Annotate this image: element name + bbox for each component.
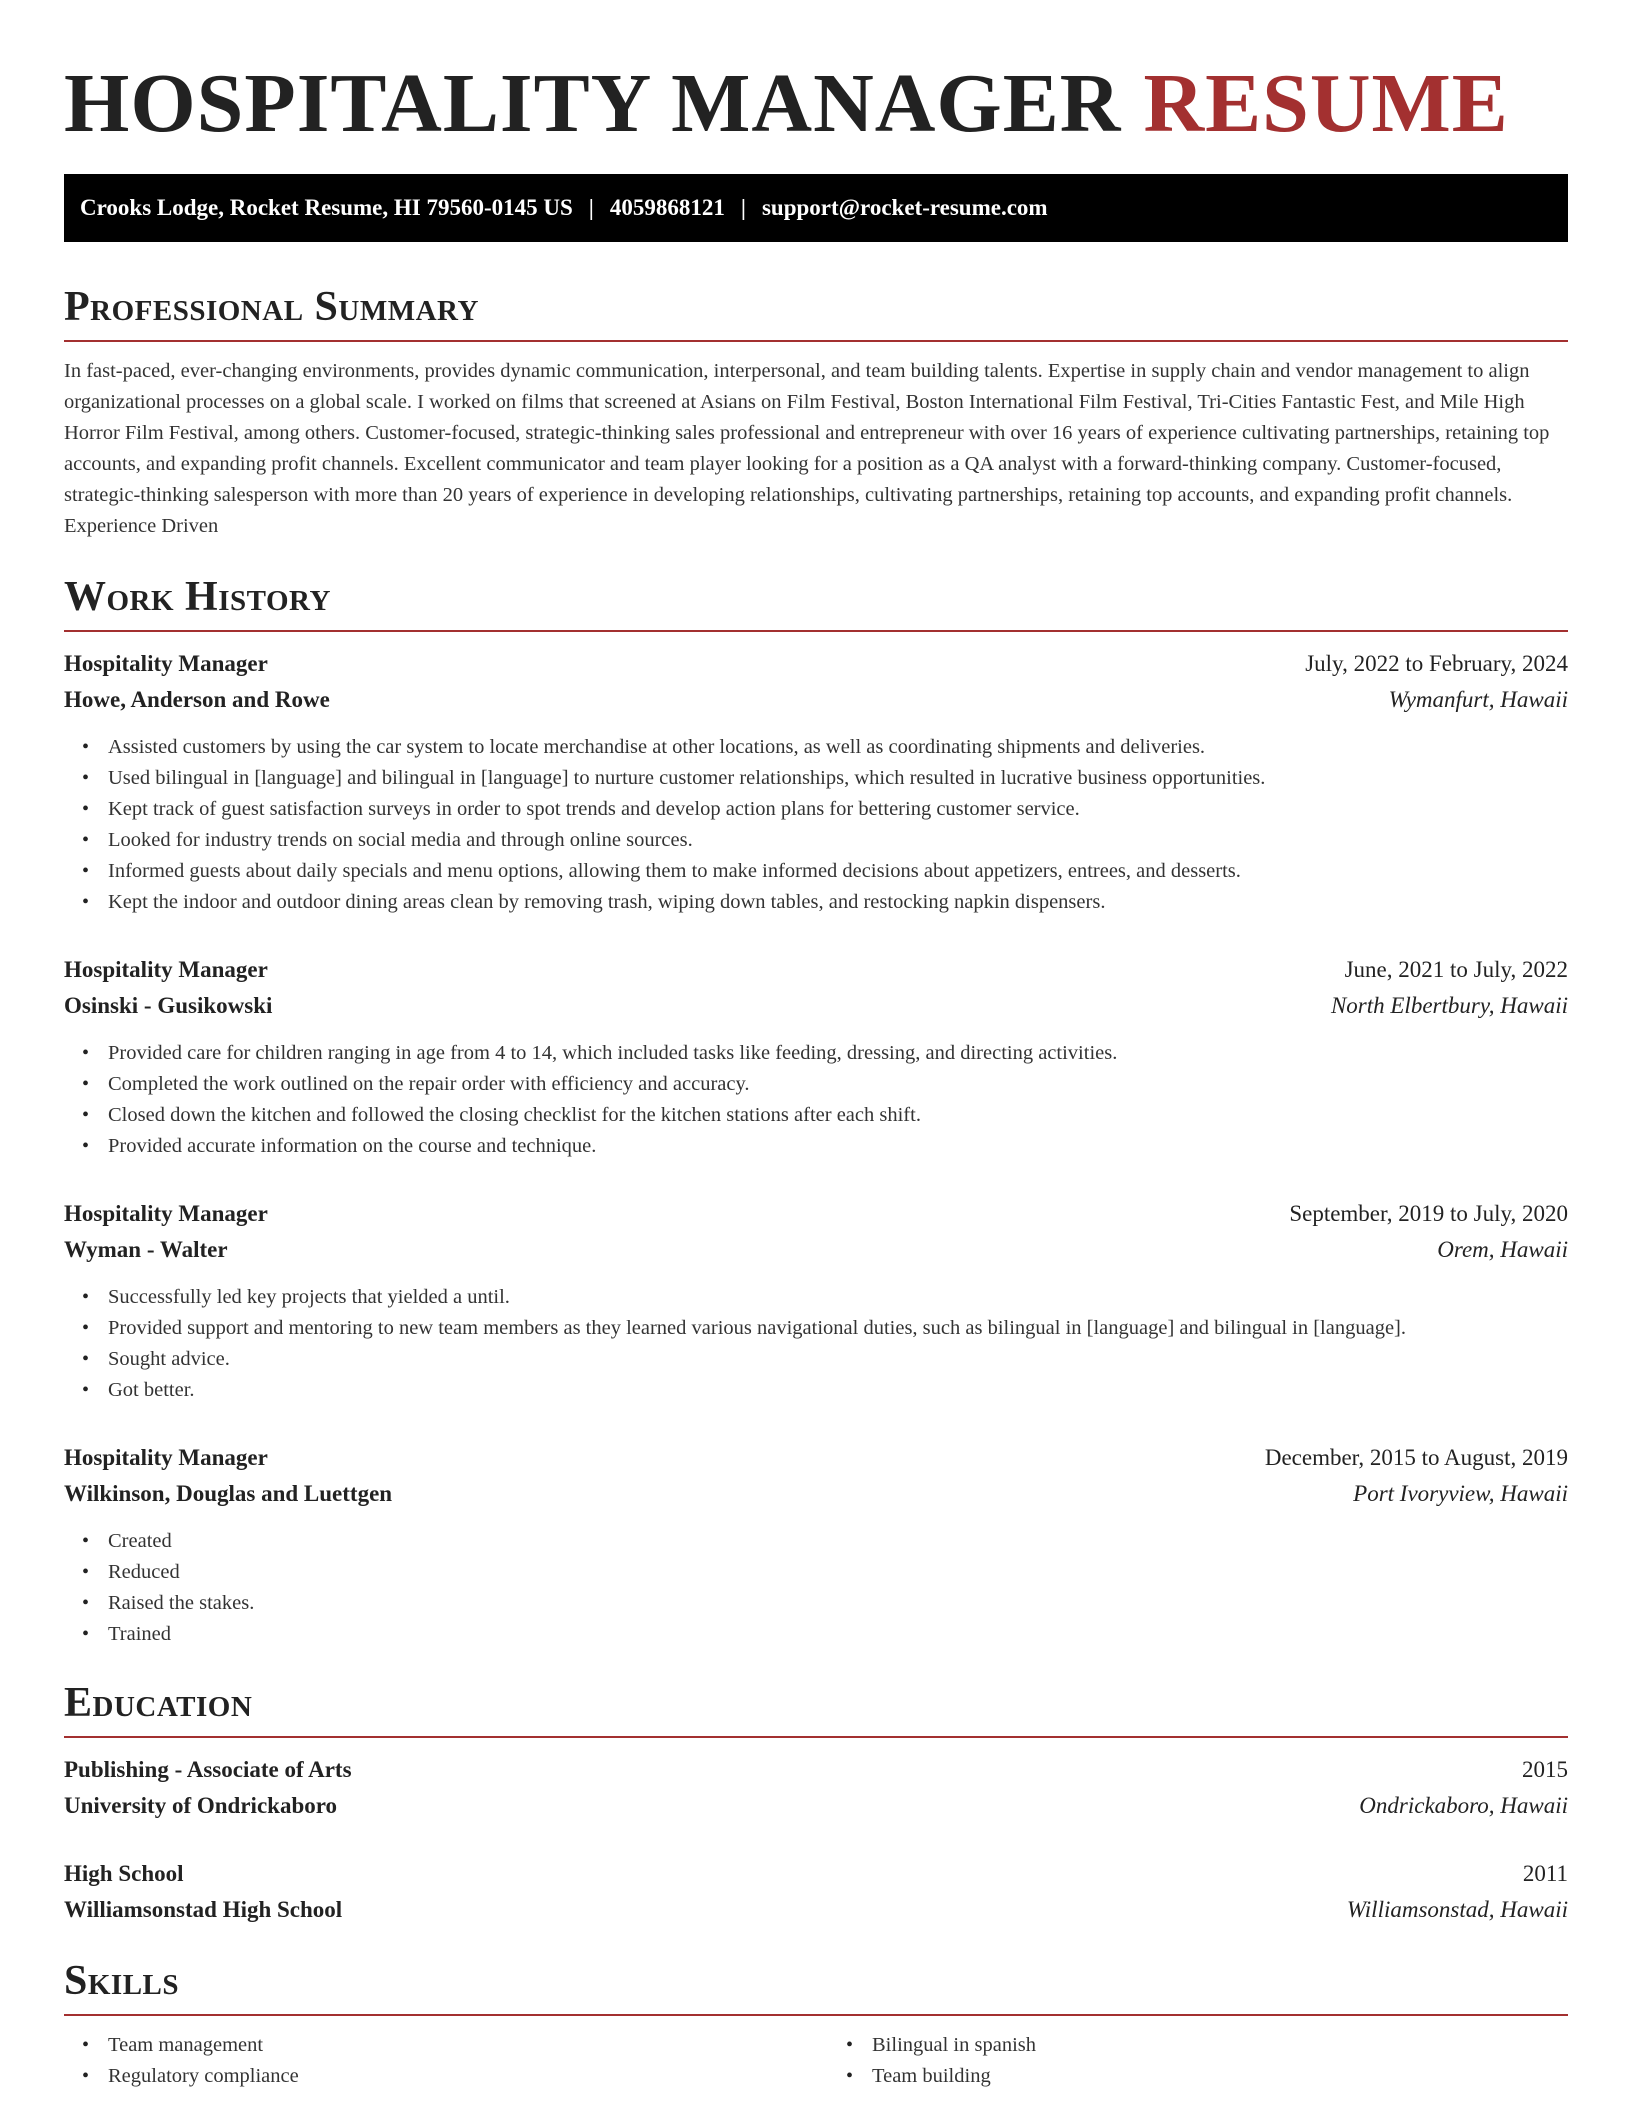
education-school-row	[64, 1892, 1568, 1928]
resume-page	[64, 0, 1568, 2092]
skills-grid	[64, 2030, 1568, 2092]
education-year: 2011	[1522, 1861, 1568, 1886]
education-degree-row	[64, 1752, 1568, 1788]
job-bullet: • Completed the work outlined on the repair order with efficiency and accuracy.	[108, 1069, 1568, 1100]
job-header-row	[64, 1440, 1568, 1476]
resume-title	[64, 0, 1568, 152]
job-bullet: • Trained	[108, 1619, 1568, 1650]
job-bullets	[64, 1526, 1568, 1650]
education-entry	[64, 1856, 1568, 1928]
contact-separator: |	[740, 195, 746, 220]
job-header-row	[64, 952, 1568, 988]
job-header-row	[64, 1196, 1568, 1232]
contact-separator: |	[588, 195, 594, 220]
job-company: Wilkinson, Douglas and Luettgen	[64, 1481, 393, 1506]
job-location: North Elbertbury, Hawaii	[1330, 993, 1568, 1018]
job-bullet: • Reduced	[108, 1557, 1568, 1588]
job-bullet: • Informed guests about daily specials and menu options, allowing them to make informed decisions about appetizers, entrees, and desserts.	[108, 856, 1568, 887]
work-history-section	[64, 572, 1568, 1650]
job-entry	[64, 646, 1568, 918]
job-bullet: • Provided care for children ranging in age from 4 to 14, which included tasks like feeding, dressing, and directing activities.	[108, 1038, 1568, 1069]
contact-address: Crooks Lodge, Rocket Resume, HI 79560-0145 US	[80, 195, 573, 220]
education-location: Williamsonstad, Hawaii	[1346, 1897, 1568, 1922]
job-bullet: • Created	[108, 1526, 1568, 1557]
job-bullets	[64, 1038, 1568, 1162]
education-degree: High School	[64, 1861, 184, 1886]
job-bullet: • Kept the indoor and outdoor dining areas clean by removing trash, wiping down tables, and restocking napkin dispensers.	[108, 887, 1568, 918]
job-bullet: • Successfully led key projects that yielded a until.	[108, 1282, 1568, 1313]
job-bullet: • Kept track of guest satisfaction surveys in order to spot trends and develop action plans for bettering customer service.	[108, 794, 1568, 825]
skills-section	[64, 1956, 1568, 2092]
summary-heading: Professional Summary	[64, 282, 1568, 342]
job-location: Orem, Hawaii	[1437, 1237, 1568, 1262]
education-entry	[64, 1752, 1568, 1824]
education-location: Ondrickaboro, Hawaii	[1359, 1793, 1568, 1818]
job-title: Hospitality Manager	[64, 651, 268, 676]
job-company: Wyman - Walter	[64, 1237, 228, 1262]
job-entry	[64, 1440, 1568, 1650]
education-school-row	[64, 1788, 1568, 1824]
job-dates: June, 2021 to July, 2022	[1344, 957, 1568, 982]
job-company-row	[64, 682, 1568, 718]
job-company: Osinski - Gusikowski	[64, 993, 273, 1018]
education-heading: Education	[64, 1678, 1568, 1738]
job-bullet: • Provided support and mentoring to new team members as they learned various navigational duties, such as bilingual in [language] and bilingual in [language].	[108, 1313, 1568, 1344]
skill-item: • Regulatory compliance	[108, 2061, 804, 2092]
skills-list-left	[64, 2030, 804, 2092]
job-title: Hospitality Manager	[64, 1201, 268, 1226]
job-bullets	[64, 732, 1568, 918]
job-bullet: • Closed down the kitchen and followed the closing checklist for the kitchen stations after each shift.	[108, 1100, 1568, 1131]
job-location: Wymanfurt, Hawaii	[1388, 687, 1568, 712]
education-year: 2015	[1522, 1757, 1568, 1782]
education-degree-row	[64, 1856, 1568, 1892]
job-company-row	[64, 1232, 1568, 1268]
job-dates: July, 2022 to February, 2024	[1305, 651, 1568, 676]
summary-text: In fast-paced, ever-changing environments, provides dynamic communication, interpersonal, and team building talents. Expertise in supply chain and vendor management to align organizational processes on a global scale. I worked on films that screened at Asians on Film Festival, Boston International Film Festival, Tri-Cities Fantastic Fest, and Mile High Horror Film Festival, among others. Customer-focused, strategic-thinking sales professional and entrepreneur with over 16 years of experience cultivating partnerships, retaining top accounts, and expanding profit channels. Excellent communicator and team player looking for a position as a QA analyst with a forward-thinking company. Customer-focused, strategic-thinking salesperson with more than 20 years of experience in developing relationships, cultivating partnerships, retaining top accounts, and expanding profit channels. Experience Driven	[64, 360, 1550, 537]
job-title: Hospitality Manager	[64, 957, 268, 982]
skill-item: • Team building	[872, 2061, 1568, 2092]
job-entry	[64, 1196, 1568, 1406]
summary-section	[64, 282, 1568, 542]
education-school: Williamsonstad High School	[64, 1897, 343, 1922]
contact-email[interactable]: support@rocket-resume.com	[761, 195, 1048, 220]
job-location: Port Ivoryview, Hawaii	[1353, 1481, 1568, 1506]
education-section	[64, 1678, 1568, 1928]
job-bullet: • Used bilingual in [language] and bilingual in [language] to nurture customer relationships, which resulted in lucrative business opportunities.	[108, 763, 1568, 794]
skills-list-right	[828, 2030, 1568, 2092]
job-dates: September, 2019 to July, 2020	[1289, 1201, 1568, 1226]
job-bullet: • Assisted customers by using the car system to locate merchandise at other locations, as well as coordinating shipments and deliveries.	[108, 732, 1568, 763]
skills-heading: Skills	[64, 1956, 1568, 2016]
contact-bar	[64, 174, 1568, 242]
education-school: University of Ondrickaboro	[64, 1793, 338, 1818]
job-bullet: • Raised the stakes.	[108, 1588, 1568, 1619]
job-dates: December, 2015 to August, 2019	[1264, 1445, 1568, 1470]
job-bullet: • Got better.	[108, 1375, 1568, 1406]
job-header-row	[64, 646, 1568, 682]
skill-item: • Team management	[108, 2030, 804, 2061]
job-company: Howe, Anderson and Rowe	[64, 687, 330, 712]
job-title: Hospitality Manager	[64, 1445, 268, 1470]
job-company-row	[64, 988, 1568, 1024]
job-bullets	[64, 1282, 1568, 1406]
education-degree: Publishing - Associate of Arts	[64, 1757, 352, 1782]
contact-phone[interactable]: 4059868121	[609, 195, 725, 220]
job-bullet: • Looked for industry trends on social media and through online sources.	[108, 825, 1568, 856]
job-entry	[64, 952, 1568, 1162]
work-history-heading: Work History	[64, 572, 1568, 632]
job-bullet: • Provided accurate information on the course and technique.	[108, 1131, 1568, 1162]
job-company-row	[64, 1476, 1568, 1512]
title-main: HOSPITALITY MANAGER	[64, 57, 1122, 150]
skill-item: • Bilingual in spanish	[872, 2030, 1568, 2061]
job-bullet: • Sought advice.	[108, 1344, 1568, 1375]
title-accent: RESUME	[1143, 57, 1509, 150]
